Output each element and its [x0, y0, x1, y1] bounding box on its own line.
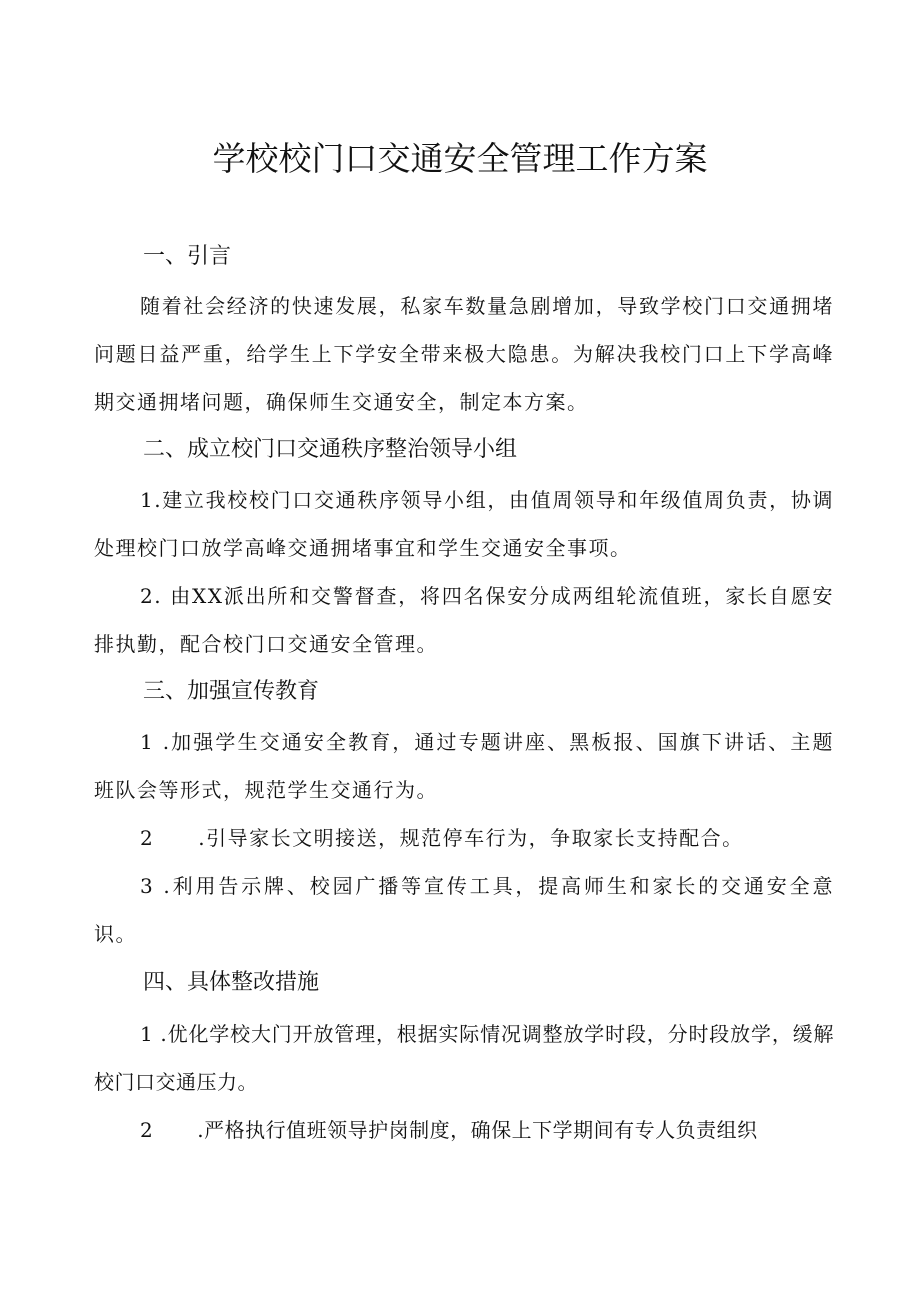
- document-title: 学校校门口交通安全管理工作方案: [212, 139, 708, 178]
- publicity-paragraph-2: [94, 814, 834, 862]
- publicity-paragraph-1: 1 .加强学生交通安全教育，通过专题讲座、黑板报、国旗下讲话、主题班队会等形式，规范学生交通行为。: [94, 730, 834, 802]
- item-text: .严格执行值班领导护岗制度，确保上下学期间有专人负责组织: [197, 1118, 758, 1142]
- section-heading-introduction: 一、引言: [143, 244, 232, 269]
- item-number: 2: [140, 826, 155, 850]
- leadership-paragraph-2: 2. 由XX派出所和交警督查，将四名保安分成两组轮流值班，家长自愿安排执勤，配合校门口交通安全管理。: [94, 584, 834, 656]
- measures-paragraph-2: [94, 1106, 834, 1154]
- section-heading-leadership-group: 二、成立校门口交通秩序整治领导小组: [143, 437, 518, 462]
- section-heading-rectification-measures: 四、具体整改措施: [143, 970, 320, 995]
- item-number: 2: [140, 1118, 154, 1142]
- measures-paragraph-1: 1 .优化学校大门开放管理，根据实际情况调整放学时段，分时段放学，缓解校门口交通压力。: [94, 1022, 834, 1094]
- publicity-paragraph-3: 3 .利用告示牌、校园广播等宣传工具，提高师生和家长的交通安全意识。: [94, 874, 834, 946]
- leadership-paragraph-1: 1.建立我校校门口交通秩序领导小组，由值周领导和年级值周负责，协调处理校门口放学高峰交通拥堵事宜和学生交通安全事项。: [94, 488, 834, 560]
- item-text: .引导家长文明接送，规范停车行为，争取家长支持配合。: [198, 826, 744, 850]
- intro-paragraph: 随着社会经济的快速发展，私家车数量急剧增加，导致学校门口交通拥堵问题日益严重，给学生上下学安全带来极大隐患。为解决我校门口上下学高峰期交通拥堵问题，确保师生交通安全，制定本方案。: [94, 294, 834, 414]
- section-heading-publicity-education: 三、加强宣传教育: [143, 679, 320, 704]
